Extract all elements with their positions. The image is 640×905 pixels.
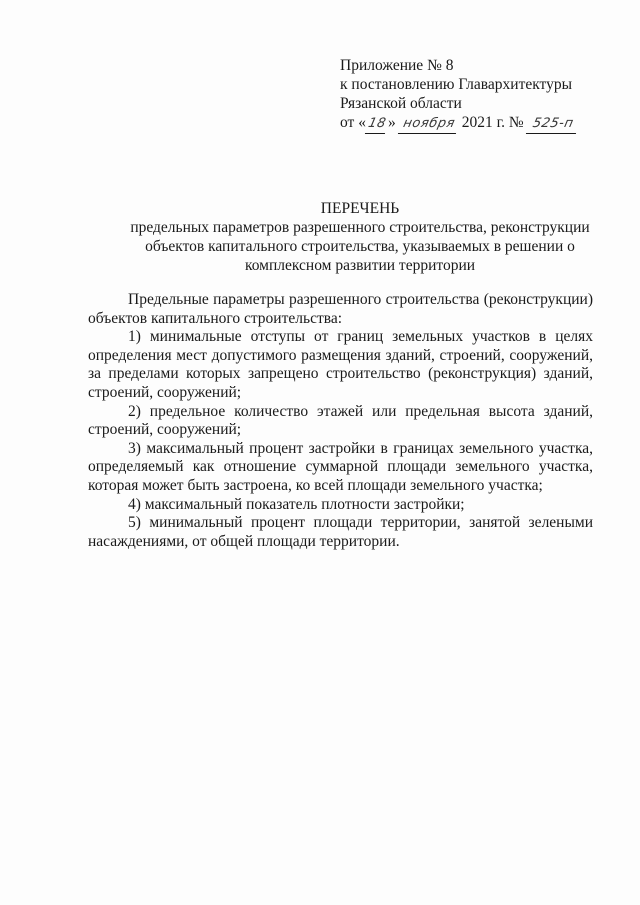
body-intro: Предельные параметры разрешенного строительства (реконструкции) объектов капитального строительства: bbox=[88, 291, 593, 327]
body-item-3: 3) максимальный процент застройки в границах земельного участка, определяемый как отношение суммарной площади земельного участка, которая может быть застроена, ко всей площади земельного участка; bbox=[88, 439, 593, 494]
title-heading: ПЕРЕЧЕНЬ bbox=[320, 200, 400, 217]
appendix-header bbox=[340, 56, 578, 134]
appendix-number: Приложение № 8 bbox=[340, 57, 454, 74]
body-item-5: 5) минимальный процент площади территории, занятой зелеными насаждениями, от общей площади территории. bbox=[88, 514, 593, 550]
handwritten-day: 18 bbox=[365, 114, 389, 134]
date-year: 2021 г. № bbox=[461, 114, 524, 131]
document-title bbox=[100, 199, 620, 275]
date-prefix: от « bbox=[340, 114, 366, 131]
handwritten-doc-number: 525-п bbox=[526, 114, 580, 134]
appendix-date-line bbox=[340, 113, 578, 134]
date-mid: » bbox=[387, 114, 396, 131]
handwritten-month: ноября bbox=[398, 114, 460, 134]
body-item-2: 2) предельное количество этажей или предельная высота зданий, строений, сооружений; bbox=[88, 402, 593, 439]
appendix-region: Рязанской области bbox=[340, 95, 462, 112]
body-item-1: 1) минимальные отступы от границ земельных участков в целях определения мест допустимого размещения зданий, строений, сооружений, за пределами которых запрещено строительство (реконструкция) зданий, строений, сооружений; bbox=[88, 328, 593, 401]
title-line-3: комплексном развитии территории bbox=[244, 257, 476, 274]
title-line-2: объектов капитального строительства, указываемых в решении о bbox=[145, 238, 575, 255]
appendix-resolution-ref: к постановлению Главархитектуры bbox=[340, 76, 573, 93]
document-body bbox=[88, 291, 593, 551]
body-item-4: 4) максимальный показатель плотности застройки; bbox=[128, 495, 465, 513]
title-line-1: предельных параметров разрешенного строительства, реконструкции bbox=[130, 219, 590, 236]
